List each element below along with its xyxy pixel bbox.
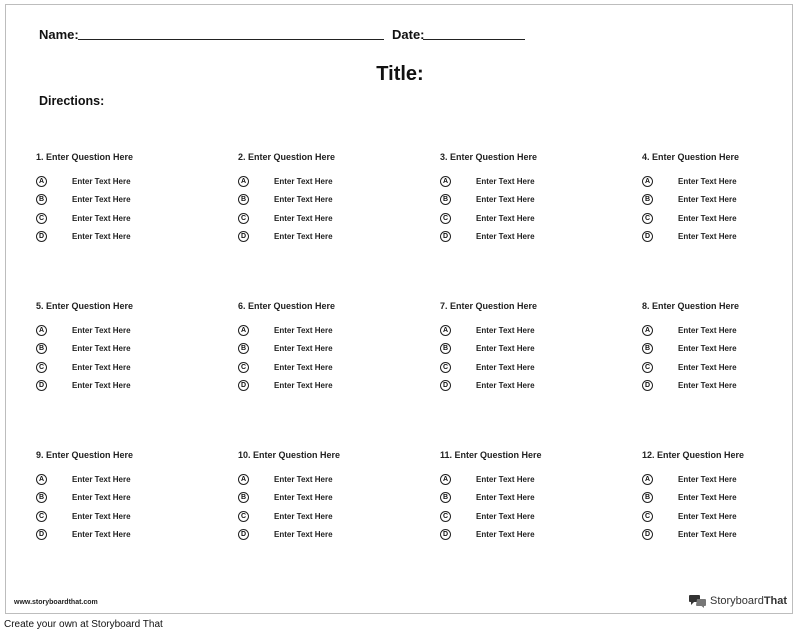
brand-name: StoryboardThat [710, 595, 788, 607]
answer-option [238, 231, 428, 249]
option-text: Enter Text Here [678, 475, 737, 484]
option-letter-circle: B [642, 492, 653, 503]
option-letter-circle: C [36, 511, 47, 522]
answer-option [642, 176, 800, 194]
site-url: www.storyboardthat.com [14, 599, 98, 606]
option-letter-circle: D [440, 529, 451, 540]
question-block [642, 450, 800, 547]
answer-option [36, 529, 226, 547]
question-text: 2. Enter Question Here [238, 152, 336, 162]
option-letter-circle: A [642, 176, 653, 187]
option-letter-circle: C [36, 213, 47, 224]
answer-option [440, 511, 630, 529]
question-text: 1. Enter Question Here [36, 152, 134, 162]
option-letter-circle: A [36, 325, 47, 336]
question-block [440, 152, 630, 249]
option-text: Enter Text Here [678, 213, 737, 223]
answer-option [238, 325, 428, 343]
option-text: Enter Text Here [72, 380, 131, 390]
option-letter-circle: C [238, 362, 249, 373]
option-letter-circle: C [36, 362, 47, 373]
option-letter-circle: A [440, 325, 451, 336]
answer-option [36, 231, 226, 249]
answer-option [642, 194, 800, 212]
option-letter-circle: B [36, 343, 47, 354]
speech-bubbles-icon [689, 594, 707, 608]
option-letter-circle: B [238, 343, 249, 354]
option-letter-circle: B [642, 343, 653, 354]
option-letter-circle: B [642, 194, 653, 205]
option-letter-circle: D [36, 380, 47, 391]
option-text: Enter Text Here [476, 195, 535, 205]
option-text: Enter Text Here [274, 511, 333, 521]
question-block [238, 301, 428, 398]
answer-option [36, 380, 226, 398]
answer-option [36, 213, 226, 231]
question-block [36, 152, 226, 249]
option-letter-circle: C [642, 213, 653, 224]
answer-option [238, 529, 428, 547]
option-letter-circle: C [238, 213, 249, 224]
option-letter-circle: C [440, 213, 451, 224]
answer-option [440, 231, 630, 249]
option-letter-circle: B [238, 492, 249, 503]
option-letter-circle: A [238, 176, 249, 187]
option-letter-circle: D [36, 231, 47, 242]
option-text: Enter Text Here [476, 511, 535, 521]
option-letter-circle: A [642, 474, 653, 485]
directions-label: Directions: [39, 94, 105, 108]
option-letter-circle: B [440, 492, 451, 503]
question-text: 5. Enter Question Here [36, 301, 134, 311]
answer-option [238, 380, 428, 398]
answer-option [440, 176, 630, 194]
option-text: Enter Text Here [678, 231, 737, 241]
worksheet-title: Title: [376, 63, 424, 85]
option-text: Enter Text Here [274, 326, 333, 335]
option-text: Enter Text Here [476, 344, 535, 354]
question-block [440, 450, 630, 547]
answer-option [440, 194, 630, 212]
question-text: 7. Enter Question Here [440, 301, 538, 311]
answer-option [642, 213, 800, 231]
storyboardthat-logo [689, 593, 787, 609]
question-block [238, 152, 428, 249]
option-text: Enter Text Here [678, 380, 737, 390]
option-text: Enter Text Here [678, 177, 737, 186]
answer-option [440, 380, 630, 398]
option-letter-circle: B [440, 194, 451, 205]
answer-option [36, 474, 226, 492]
answer-option [642, 474, 800, 492]
option-letter-circle: A [238, 474, 249, 485]
answer-option [440, 362, 630, 380]
name-line [78, 39, 384, 40]
answer-option [642, 362, 800, 380]
option-text: Enter Text Here [274, 177, 333, 186]
option-text: Enter Text Here [678, 362, 737, 372]
answer-option [36, 176, 226, 194]
option-text: Enter Text Here [72, 231, 131, 241]
option-letter-circle: D [642, 231, 653, 242]
answer-option [642, 343, 800, 361]
option-text: Enter Text Here [678, 529, 737, 539]
answer-option [238, 194, 428, 212]
question-block [238, 450, 428, 547]
answer-option [36, 343, 226, 361]
answer-option [238, 362, 428, 380]
option-text: Enter Text Here [476, 493, 535, 503]
option-text: Enter Text Here [72, 344, 131, 354]
option-text: Enter Text Here [678, 511, 737, 521]
option-letter-circle: C [440, 362, 451, 373]
option-letter-circle: A [36, 176, 47, 187]
option-letter-circle: D [440, 380, 451, 391]
option-letter-circle: D [642, 380, 653, 391]
question-text: 12. Enter Question Here [642, 450, 745, 460]
option-text: Enter Text Here [678, 326, 737, 335]
answer-option [238, 176, 428, 194]
option-text: Enter Text Here [274, 344, 333, 354]
option-letter-circle: A [36, 474, 47, 485]
option-text: Enter Text Here [72, 195, 131, 205]
create-your-own-caption: Create your own at Storyboard That [4, 619, 163, 630]
option-letter-circle: A [440, 474, 451, 485]
answer-option [238, 474, 428, 492]
answer-option [238, 343, 428, 361]
option-text: Enter Text Here [274, 529, 333, 539]
date-line [423, 39, 525, 40]
question-block [642, 152, 800, 249]
answer-option [642, 380, 800, 398]
answer-option [440, 325, 630, 343]
question-text: 8. Enter Question Here [642, 301, 740, 311]
option-text: Enter Text Here [476, 231, 535, 241]
answer-option [440, 474, 630, 492]
question-text: 6. Enter Question Here [238, 301, 336, 311]
answer-option [440, 213, 630, 231]
answer-option [238, 511, 428, 529]
option-letter-circle: D [238, 380, 249, 391]
answer-option [36, 325, 226, 343]
option-text: Enter Text Here [72, 177, 131, 186]
question-block [36, 301, 226, 398]
option-text: Enter Text Here [274, 493, 333, 503]
date-label: Date: [392, 27, 425, 42]
option-text: Enter Text Here [72, 362, 131, 372]
option-letter-circle: B [440, 343, 451, 354]
option-text: Enter Text Here [274, 475, 333, 484]
option-text: Enter Text Here [678, 195, 737, 205]
option-text: Enter Text Here [72, 475, 131, 484]
answer-option [238, 492, 428, 510]
option-text: Enter Text Here [476, 475, 535, 484]
question-block [440, 301, 630, 398]
option-text: Enter Text Here [72, 213, 131, 223]
option-letter-circle: A [642, 325, 653, 336]
option-letter-circle: C [642, 511, 653, 522]
option-text: Enter Text Here [274, 362, 333, 372]
answer-option [642, 492, 800, 510]
answer-option [642, 325, 800, 343]
option-letter-circle: B [36, 194, 47, 205]
question-text: 9. Enter Question Here [36, 450, 134, 460]
name-label: Name: [39, 27, 79, 42]
option-text: Enter Text Here [476, 177, 535, 186]
option-letter-circle: A [238, 325, 249, 336]
answer-option [36, 511, 226, 529]
question-text: 3. Enter Question Here [440, 152, 538, 162]
option-text: Enter Text Here [476, 529, 535, 539]
option-text: Enter Text Here [476, 326, 535, 335]
question-text: 10. Enter Question Here [238, 450, 341, 460]
option-letter-circle: D [238, 529, 249, 540]
answer-option [642, 529, 800, 547]
answer-option [36, 194, 226, 212]
question-text: 11. Enter Question Here [440, 450, 542, 460]
option-letter-circle: C [238, 511, 249, 522]
option-letter-circle: D [642, 529, 653, 540]
answer-option [440, 343, 630, 361]
option-text: Enter Text Here [678, 344, 737, 354]
option-text: Enter Text Here [274, 231, 333, 241]
option-text: Enter Text Here [476, 362, 535, 372]
option-text: Enter Text Here [476, 213, 535, 223]
option-letter-circle: D [238, 231, 249, 242]
option-text: Enter Text Here [72, 511, 131, 521]
option-letter-circle: D [36, 529, 47, 540]
option-letter-circle: B [36, 492, 47, 503]
answer-option [642, 231, 800, 249]
answer-option [238, 213, 428, 231]
question-text: 4. Enter Question Here [642, 152, 740, 162]
answer-option [440, 529, 630, 547]
question-block [642, 301, 800, 398]
option-text: Enter Text Here [274, 195, 333, 205]
option-text: Enter Text Here [678, 493, 737, 503]
option-text: Enter Text Here [72, 326, 131, 335]
option-text: Enter Text Here [274, 213, 333, 223]
option-text: Enter Text Here [72, 529, 131, 539]
option-letter-circle: C [440, 511, 451, 522]
option-letter-circle: C [642, 362, 653, 373]
option-text: Enter Text Here [72, 493, 131, 503]
question-block [36, 450, 226, 547]
answer-option [642, 511, 800, 529]
option-letter-circle: D [440, 231, 451, 242]
option-letter-circle: A [440, 176, 451, 187]
option-text: Enter Text Here [274, 380, 333, 390]
answer-option [36, 362, 226, 380]
option-text: Enter Text Here [476, 380, 535, 390]
answer-option [36, 492, 226, 510]
option-letter-circle: B [238, 194, 249, 205]
answer-option [440, 492, 630, 510]
